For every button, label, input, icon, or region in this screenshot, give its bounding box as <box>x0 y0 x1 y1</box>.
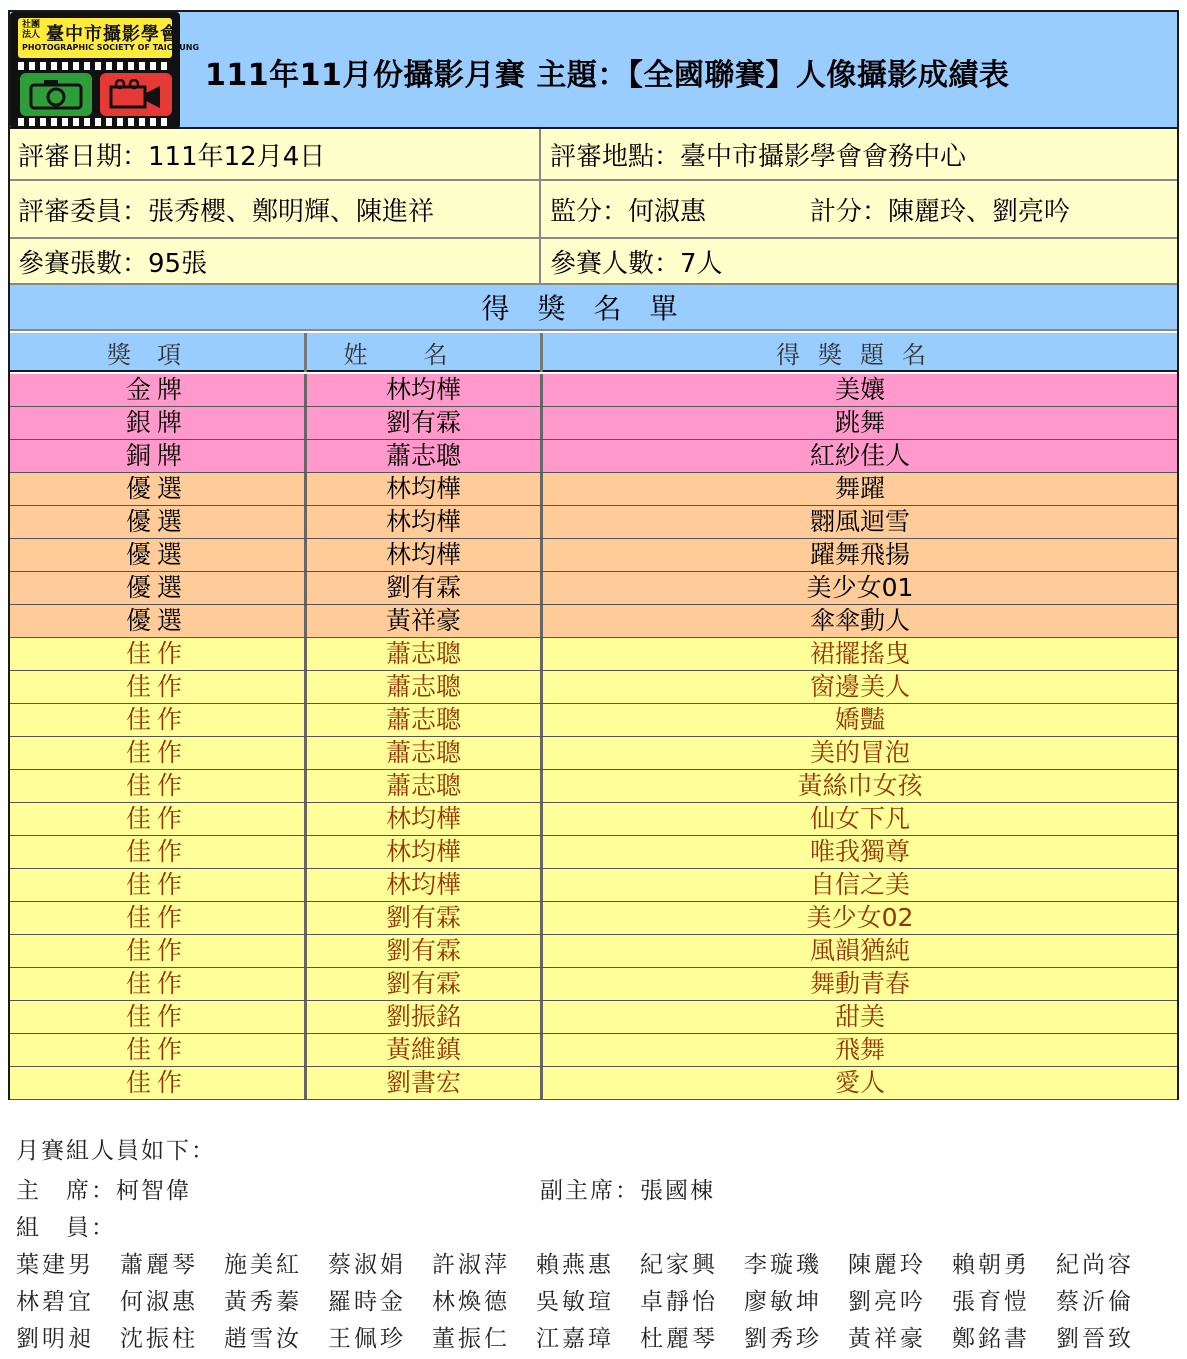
work-title-cell: 美少女02 <box>806 903 914 932</box>
member-name: 黃秀蓁 <box>224 1289 302 1315</box>
work-title-cell: 甜美 <box>834 1002 885 1031</box>
member-row <box>16 1320 1166 1357</box>
award-cell: 佳作 <box>10 704 307 736</box>
work-title-cell: 飛舞 <box>834 1035 885 1064</box>
member-name: 林碧宜 <box>16 1289 94 1315</box>
table-row <box>10 836 1177 869</box>
judging-location: 評審地點：臺中市攝影學會會務中心 <box>550 141 967 172</box>
award-cell: 優選 <box>10 539 307 571</box>
member-name: 廖敏坤 <box>744 1289 822 1315</box>
table-row <box>10 803 1177 836</box>
work-title-cell: 美少女01 <box>806 573 914 602</box>
work-title-cell: 紅紗佳人 <box>809 441 910 470</box>
table-row <box>10 1067 1177 1100</box>
table-row <box>10 638 1177 671</box>
table-row <box>10 506 1177 539</box>
member-name: 劉明昶 <box>16 1326 94 1352</box>
work-title-cell: 躍舞飛揚 <box>809 540 910 569</box>
award-cell: 優選 <box>10 473 307 505</box>
work-title-cell: 傘傘動人 <box>809 606 910 635</box>
filmstrip-top <box>18 62 172 70</box>
member-name: 卓靜怡 <box>640 1289 718 1315</box>
logo-nameplate <box>18 18 200 58</box>
table-row <box>10 968 1177 1001</box>
name-cell: 蕭志聰 <box>307 704 543 736</box>
scorers: 計分：陳麗玲、劉亮吟 <box>810 196 1071 227</box>
member-name: 杜麗琴 <box>640 1326 718 1352</box>
member-name: 張育愷 <box>952 1289 1030 1315</box>
participant-count: 參賽人數：7人 <box>550 248 723 279</box>
award-cell: 佳作 <box>10 968 307 1000</box>
column-name: 姓名 <box>307 333 543 372</box>
award-rows <box>10 374 1177 1100</box>
column-award: 獎項 <box>10 333 307 372</box>
supervisor: 監分：何淑惠 <box>550 196 707 227</box>
name-cell: 林均樺 <box>307 506 543 538</box>
member-name: 吳敏瑄 <box>536 1289 614 1315</box>
member-name: 許淑萍 <box>432 1252 510 1278</box>
work-title-cell: 黃絲巾女孩 <box>797 771 923 800</box>
name-cell: 林均樺 <box>307 869 543 901</box>
member-row <box>16 1283 1166 1320</box>
table-row <box>10 671 1177 704</box>
member-name: 葉建男 <box>16 1252 94 1278</box>
judging-date: 評審日期：111年12月4日 <box>10 129 541 179</box>
award-cell: 銅牌 <box>10 440 307 472</box>
header-band <box>10 12 1177 129</box>
award-cell: 佳作 <box>10 1034 307 1066</box>
society-logo <box>10 12 200 129</box>
member-name: 賴朝勇 <box>952 1252 1030 1278</box>
info-row-counts <box>10 239 1177 285</box>
member-name: 劉亮吟 <box>848 1289 926 1315</box>
member-name: 王佩珍 <box>328 1326 406 1352</box>
award-cell: 佳作 <box>10 902 307 934</box>
name-cell: 林均樺 <box>307 836 543 868</box>
member-name: 紀家興 <box>640 1252 718 1278</box>
info-row-date <box>10 129 1177 181</box>
logo-name-zh: 臺中市攝影學會 <box>46 24 179 45</box>
results-sheet <box>8 10 1179 1100</box>
table-row <box>10 572 1177 605</box>
work-title-cell: 跳舞 <box>834 408 885 437</box>
work-title-cell: 風韻猶純 <box>809 936 910 965</box>
page-title: 111年11月份攝影月賽 主題：【全國聯賽】人像攝影成績表 <box>205 58 1010 93</box>
award-cell: 優選 <box>10 605 307 637</box>
member-name: 李璇璣 <box>744 1252 822 1278</box>
name-cell: 劉有霖 <box>307 572 543 604</box>
member-name: 何淑惠 <box>120 1289 198 1315</box>
table-row <box>10 902 1177 935</box>
member-name: 江嘉璋 <box>536 1326 614 1352</box>
table-row <box>10 605 1177 638</box>
member-name: 賴燕惠 <box>536 1252 614 1278</box>
member-name: 蔡淑娟 <box>328 1252 406 1278</box>
staff-cell <box>543 181 1177 237</box>
member-name: 蕭麗琴 <box>120 1252 198 1278</box>
video-camera-icon <box>100 73 172 116</box>
award-list-heading: 得獎名單 <box>10 285 1177 331</box>
award-cell: 佳作 <box>10 836 307 868</box>
member-name: 董振仁 <box>432 1326 510 1352</box>
member-name: 鄭銘書 <box>952 1326 1030 1352</box>
work-title-cell: 自信之美 <box>809 870 910 899</box>
work-title-cell: 唯我獨尊 <box>809 837 910 866</box>
table-row <box>10 473 1177 506</box>
award-cell: 優選 <box>10 506 307 538</box>
table-header <box>10 333 1177 372</box>
table-row <box>10 374 1177 407</box>
member-name: 紀尚容 <box>1056 1252 1134 1278</box>
column-work-title: 得獎題名 <box>776 341 944 369</box>
committee-members-label: 組 員： <box>16 1215 116 1241</box>
member-name: 羅時金 <box>328 1289 406 1315</box>
member-name: 趙雪汝 <box>224 1326 302 1352</box>
table-row <box>10 440 1177 473</box>
committee-heading: 月賽組人員如下： <box>16 1138 216 1164</box>
name-cell: 蕭志聰 <box>307 671 543 703</box>
name-cell: 蕭志聰 <box>307 770 543 802</box>
table-row <box>10 1034 1177 1067</box>
name-cell: 劉有霖 <box>307 935 543 967</box>
name-cell: 林均樺 <box>307 539 543 571</box>
name-cell: 林均樺 <box>307 803 543 835</box>
work-title-cell: 裙擺搖曳 <box>809 639 910 668</box>
award-cell: 銀牌 <box>10 407 307 439</box>
work-title-cell: 舞躍 <box>834 474 885 503</box>
award-cell: 佳作 <box>10 770 307 802</box>
name-cell: 蕭志聰 <box>307 737 543 769</box>
work-title-cell: 舞動青春 <box>809 969 910 998</box>
table-row <box>10 704 1177 737</box>
judges: 評審委員：張秀櫻、鄭明輝、陳進祥 <box>10 181 541 237</box>
member-row <box>16 1246 1166 1283</box>
name-cell: 蕭志聰 <box>307 440 543 472</box>
award-cell: 佳作 <box>10 803 307 835</box>
member-name: 陳麗玲 <box>848 1252 926 1278</box>
work-title-cell: 愛人 <box>834 1068 885 1097</box>
award-cell: 佳作 <box>10 638 307 670</box>
name-cell: 劉有霖 <box>307 902 543 934</box>
member-name: 黃祥豪 <box>848 1326 926 1352</box>
name-cell: 蕭志聰 <box>307 638 543 670</box>
award-cell: 金牌 <box>10 374 307 406</box>
name-cell: 林均樺 <box>307 473 543 505</box>
work-title-cell: 仙女下凡 <box>809 804 910 833</box>
committee-members <box>16 1246 1166 1357</box>
award-cell: 優選 <box>10 572 307 604</box>
award-cell: 佳作 <box>10 935 307 967</box>
work-title-cell: 窗邊美人 <box>809 672 910 701</box>
award-cell: 佳作 <box>10 1001 307 1033</box>
table-row <box>10 1001 1177 1034</box>
name-cell: 黃維鎮 <box>307 1034 543 1066</box>
member-name: 劉晉致 <box>1056 1326 1134 1352</box>
table-row <box>10 737 1177 770</box>
name-cell: 林均樺 <box>307 374 543 406</box>
info-row-staff <box>10 181 1177 239</box>
table-row <box>10 770 1177 803</box>
award-cell: 佳作 <box>10 869 307 901</box>
committee-chair: 主 席：柯智偉 <box>16 1178 191 1204</box>
logo-org-type: 社團法人 <box>22 20 41 40</box>
table-row <box>10 935 1177 968</box>
logo-name-en: PHOTOGRAPHIC SOCIETY OF TAICHUNG <box>22 43 200 52</box>
work-title-cell: 翾風迴雪 <box>809 507 910 536</box>
entry-count: 參賽張數：95張 <box>10 239 541 283</box>
work-title-cell: 美孃 <box>834 375 885 404</box>
name-cell: 劉振銘 <box>307 1001 543 1033</box>
member-name: 沈振柱 <box>120 1326 198 1352</box>
table-row <box>10 539 1177 572</box>
member-name: 蔡沂倫 <box>1056 1289 1134 1315</box>
work-title-cell: 美的冒泡 <box>809 738 910 767</box>
award-cell: 佳作 <box>10 671 307 703</box>
committee-vice-chair: 副主席：張國棟 <box>540 1178 715 1204</box>
award-cell: 佳作 <box>10 1067 307 1099</box>
name-cell: 劉有霖 <box>307 407 543 439</box>
filmstrip-bottom <box>18 118 172 126</box>
table-row <box>10 869 1177 902</box>
award-cell: 佳作 <box>10 737 307 769</box>
member-name: 劉秀珍 <box>744 1326 822 1352</box>
member-name: 施美紅 <box>224 1252 302 1278</box>
member-name: 林煥德 <box>432 1289 510 1315</box>
work-title-cell: 嬌豔 <box>834 705 885 734</box>
table-row <box>10 407 1177 440</box>
name-cell: 劉有霖 <box>307 968 543 1000</box>
camera-icon <box>20 73 92 116</box>
name-cell: 劉書宏 <box>307 1067 543 1099</box>
name-cell: 黃祥豪 <box>307 605 543 637</box>
